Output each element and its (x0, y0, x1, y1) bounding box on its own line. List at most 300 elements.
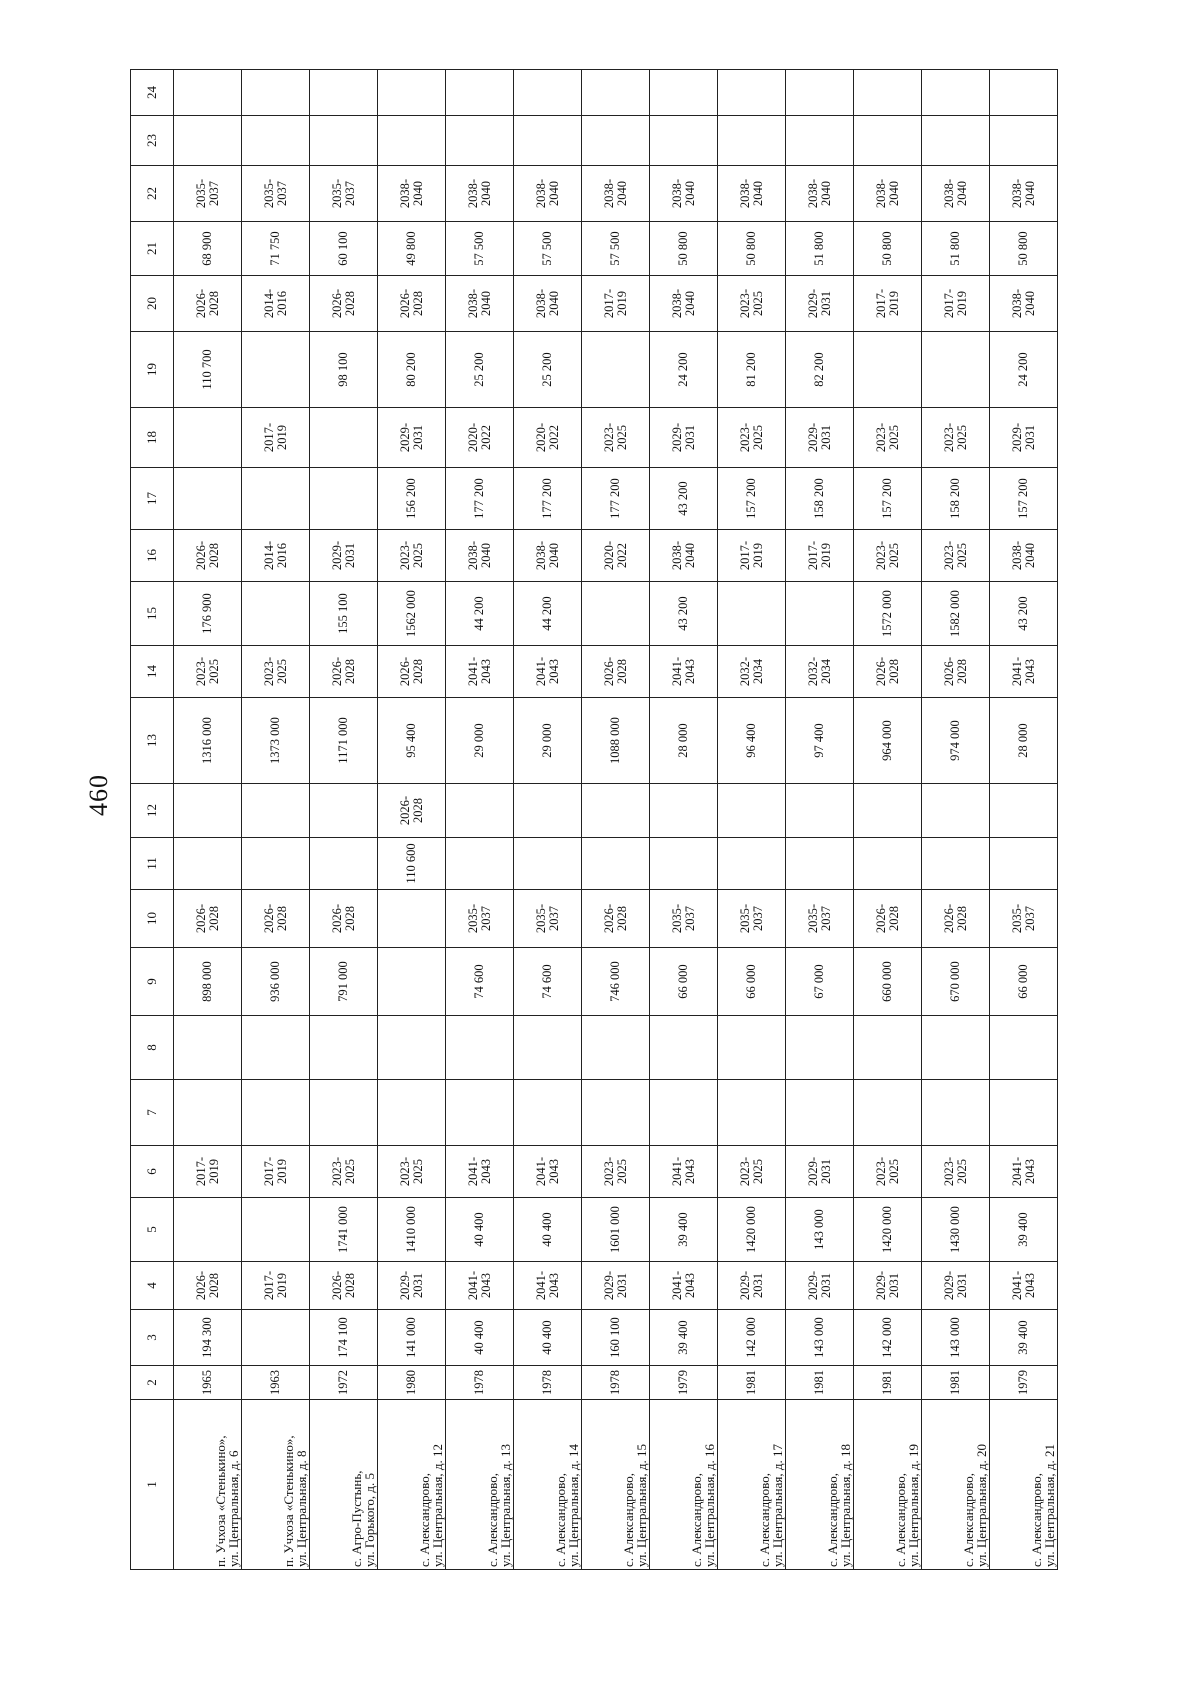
value-cell-col-15 (514, 582, 582, 646)
value-cell-col-22 (242, 166, 310, 222)
table-row (242, 70, 310, 1570)
cell-text: 2023- 2025 (194, 656, 221, 687)
value-cell-col-4 (174, 1262, 242, 1310)
cell-text: 2041- 2043 (670, 1156, 697, 1187)
column-header-23: 23 (131, 116, 174, 166)
column-header-8: 8 (131, 1016, 174, 1080)
cell-text: 24 200 (676, 352, 691, 387)
column-header-3: 3 (131, 1310, 174, 1366)
value-cell-col-11 (854, 838, 922, 890)
cell-text: 2041- 2043 (670, 1270, 697, 1301)
cell-text: 2038- 2040 (874, 178, 901, 209)
value-cell-col-12 (378, 784, 446, 838)
value-cell-col-20 (922, 276, 990, 332)
value-cell-col-6 (310, 1146, 378, 1198)
value-cell-col-5 (718, 1198, 786, 1262)
value-cell-col-10 (786, 890, 854, 948)
cell-text: 39 400 (676, 1212, 691, 1247)
address-text: с. Александрово, ул. Центральная, д. 18 (825, 1444, 853, 1567)
cell-text: 1562 000 (404, 590, 419, 637)
value-cell-col-18 (310, 408, 378, 468)
address-text: п. Учхоза «Стенькино», ул. Центральная, д. 8 (281, 1435, 309, 1567)
value-cell-col-21 (446, 222, 514, 276)
value-cell-col-13 (650, 698, 718, 784)
value-cell-col-20 (242, 276, 310, 332)
value-cell-col-6 (854, 1146, 922, 1198)
cell-text: 2029- 2031 (806, 1270, 833, 1301)
column-header-20: 20 (131, 276, 174, 332)
address-cell (378, 1400, 446, 1570)
cell-text: 176 900 (200, 593, 215, 634)
value-cell-col-6 (582, 1146, 650, 1198)
column-header-21: 21 (131, 222, 174, 276)
address-text: с. Александрово, ул. Центральная, д. 16 (689, 1444, 717, 1567)
cell-text: 1601 000 (608, 1206, 623, 1253)
cell-text: 2035- 2037 (806, 903, 833, 934)
header-row (131, 70, 174, 1570)
cell-text: 2038- 2040 (466, 540, 493, 571)
value-cell-col-19 (446, 332, 514, 408)
cell-text: 68 900 (200, 231, 215, 266)
value-cell-col-10 (310, 890, 378, 948)
cell-text: 2017- 2019 (602, 288, 629, 319)
value-cell-col-9 (990, 948, 1058, 1016)
value-cell-col-19 (990, 332, 1058, 408)
cell-text: 2041- 2043 (534, 1156, 561, 1187)
value-cell-col-2 (378, 1366, 446, 1400)
address-cell (582, 1400, 650, 1570)
value-cell-col-13 (174, 698, 242, 784)
column-header-11: 11 (131, 838, 174, 890)
value-cell-col-14 (514, 646, 582, 698)
value-cell-col-18 (650, 408, 718, 468)
value-cell-col-8 (582, 1016, 650, 1080)
cell-text: 110 600 (404, 843, 419, 884)
cell-text: 2014- 2016 (262, 540, 289, 571)
address-cell (310, 1400, 378, 1570)
cell-text: 43 200 (1016, 596, 1031, 631)
address-cell (514, 1400, 582, 1570)
value-cell-col-17 (650, 468, 718, 530)
cell-text: 2035- 2037 (194, 178, 221, 209)
value-cell-col-11 (582, 838, 650, 890)
value-cell-col-23 (786, 116, 854, 166)
cell-text: 2038- 2040 (806, 178, 833, 209)
value-cell-col-12 (922, 784, 990, 838)
value-cell-col-19 (786, 332, 854, 408)
value-cell-col-22 (582, 166, 650, 222)
table-row (446, 70, 514, 1570)
value-cell-col-8 (786, 1016, 854, 1080)
value-cell-col-7 (446, 1080, 514, 1146)
cell-text: 2023- 2025 (942, 540, 969, 571)
cell-text: 177 200 (608, 478, 623, 519)
value-cell-col-17 (514, 468, 582, 530)
value-cell-col-6 (990, 1146, 1058, 1198)
column-header-18: 18 (131, 408, 174, 468)
value-cell-col-10 (242, 890, 310, 948)
value-cell-col-9 (174, 948, 242, 1016)
value-cell-col-16 (990, 530, 1058, 582)
cell-text: 2029- 2031 (1010, 422, 1037, 453)
value-cell-col-3 (514, 1310, 582, 1366)
cell-text: 40 400 (472, 1320, 487, 1355)
value-cell-col-18 (854, 408, 922, 468)
value-cell-col-9 (378, 948, 446, 1016)
value-cell-col-15 (378, 582, 446, 646)
value-cell-col-12 (854, 784, 922, 838)
value-cell-col-14 (378, 646, 446, 698)
value-cell-col-2 (922, 1366, 990, 1400)
value-cell-col-5 (242, 1198, 310, 1262)
value-cell-col-4 (242, 1262, 310, 1310)
cell-text: 2041- 2043 (1010, 656, 1037, 687)
value-cell-col-5 (174, 1198, 242, 1262)
cell-text: 2038- 2040 (1010, 178, 1037, 209)
cell-text: 2020- 2022 (466, 422, 493, 453)
value-cell-col-5 (650, 1198, 718, 1262)
cell-text: 2038- 2040 (466, 178, 493, 209)
value-cell-col-8 (242, 1016, 310, 1080)
cell-text: 2035- 2037 (1010, 903, 1037, 934)
value-cell-col-11 (990, 838, 1058, 890)
value-cell-col-13 (582, 698, 650, 784)
value-cell-col-10 (514, 890, 582, 948)
cell-text: 2014- 2016 (262, 288, 289, 319)
value-cell-col-16 (378, 530, 446, 582)
cell-text: 898 000 (200, 961, 215, 1002)
value-cell-col-19 (582, 332, 650, 408)
value-cell-col-11 (174, 838, 242, 890)
value-cell-col-23 (582, 116, 650, 166)
value-cell-col-4 (378, 1262, 446, 1310)
value-cell-col-12 (650, 784, 718, 838)
cell-text: 2017- 2019 (806, 540, 833, 571)
cell-text: 66 000 (676, 964, 691, 999)
cell-text: 2041- 2043 (1010, 1156, 1037, 1187)
value-cell-col-18 (514, 408, 582, 468)
column-header-4: 4 (131, 1262, 174, 1310)
value-cell-col-19 (922, 332, 990, 408)
cell-text: 44 200 (540, 596, 555, 631)
cell-text: 1420 000 (744, 1206, 759, 1253)
value-cell-col-11 (922, 838, 990, 890)
value-cell-col-22 (990, 166, 1058, 222)
cell-text: 160 100 (608, 1317, 623, 1358)
value-cell-col-23 (242, 116, 310, 166)
cell-text: 1965 (200, 1370, 215, 1395)
value-cell-col-4 (650, 1262, 718, 1310)
value-cell-col-19 (378, 332, 446, 408)
value-cell-col-12 (514, 784, 582, 838)
cell-text: 2035- 2037 (534, 903, 561, 934)
cell-text: 2035- 2037 (262, 178, 289, 209)
cell-text: 2029- 2031 (942, 1270, 969, 1301)
rotated-table-container (130, 70, 1058, 1570)
address-cell (990, 1400, 1058, 1570)
value-cell-col-6 (174, 1146, 242, 1198)
cell-text: 43 200 (676, 596, 691, 631)
value-cell-col-17 (378, 468, 446, 530)
cell-text: 2041- 2043 (466, 1156, 493, 1187)
column-header-14: 14 (131, 646, 174, 698)
value-cell-col-12 (242, 784, 310, 838)
cell-text: 1088 000 (608, 717, 623, 764)
table-row (174, 70, 242, 1570)
value-cell-col-5 (786, 1198, 854, 1262)
value-cell-col-20 (582, 276, 650, 332)
cell-text: 2029- 2031 (602, 1270, 629, 1301)
capital-repair-schedule-table (130, 69, 1058, 1570)
column-header-2: 2 (131, 1366, 174, 1400)
address-text: с. Агро-Пустынь, ул. Горького, д. 5 (349, 1470, 377, 1567)
value-cell-col-13 (718, 698, 786, 784)
cell-text: 194 300 (200, 1317, 215, 1358)
value-cell-col-7 (514, 1080, 582, 1146)
cell-text: 2041- 2043 (466, 656, 493, 687)
value-cell-col-19 (650, 332, 718, 408)
address-text: с. Александрово, ул. Центральная, д. 21 (1029, 1444, 1057, 1567)
cell-text: 1978 (608, 1370, 623, 1395)
address-cell (854, 1400, 922, 1570)
value-cell-col-7 (378, 1080, 446, 1146)
cell-text: 1981 (948, 1370, 963, 1395)
value-cell-col-3 (786, 1310, 854, 1366)
cell-text: 25 200 (540, 352, 555, 387)
cell-text: 1981 (744, 1370, 759, 1395)
cell-text: 2023- 2025 (738, 288, 765, 319)
value-cell-col-10 (990, 890, 1058, 948)
cell-text: 746 000 (608, 961, 623, 1002)
value-cell-col-24 (310, 70, 378, 116)
cell-text: 2023- 2025 (874, 422, 901, 453)
value-cell-col-19 (310, 332, 378, 408)
cell-text: 2023- 2025 (874, 540, 901, 571)
cell-text: 2017- 2019 (262, 1270, 289, 1301)
table-row (650, 70, 718, 1570)
cell-text: 74 600 (540, 964, 555, 999)
cell-text: 143 000 (812, 1209, 827, 1250)
cell-text: 81 200 (744, 352, 759, 387)
value-cell-col-14 (922, 646, 990, 698)
value-cell-col-22 (650, 166, 718, 222)
value-cell-col-16 (786, 530, 854, 582)
cell-text: 49 800 (404, 231, 419, 266)
value-cell-col-13 (786, 698, 854, 784)
cell-text: 1430 000 (948, 1206, 963, 1253)
value-cell-col-5 (922, 1198, 990, 1262)
table-row (786, 70, 854, 1570)
cell-text: 2026- 2028 (602, 903, 629, 934)
value-cell-col-16 (242, 530, 310, 582)
cell-text: 157 200 (1016, 478, 1031, 519)
value-cell-col-14 (446, 646, 514, 698)
cell-text: 80 200 (404, 352, 419, 387)
column-header-15: 15 (131, 582, 174, 646)
address-cell (922, 1400, 990, 1570)
cell-text: 143 000 (948, 1317, 963, 1358)
cell-text: 51 800 (948, 231, 963, 266)
value-cell-col-2 (446, 1366, 514, 1400)
value-cell-col-15 (446, 582, 514, 646)
cell-text: 2026- 2028 (398, 795, 425, 826)
value-cell-col-9 (242, 948, 310, 1016)
value-cell-col-21 (242, 222, 310, 276)
value-cell-col-7 (922, 1080, 990, 1146)
cell-text: 158 200 (948, 478, 963, 519)
cell-text: 936 000 (268, 961, 283, 1002)
cell-text: 157 200 (744, 478, 759, 519)
cell-text: 2026- 2028 (330, 288, 357, 319)
value-cell-col-20 (514, 276, 582, 332)
value-cell-col-18 (582, 408, 650, 468)
cell-text: 2017- 2019 (262, 422, 289, 453)
cell-text: 1972 (336, 1370, 351, 1395)
value-cell-col-11 (650, 838, 718, 890)
value-cell-col-17 (854, 468, 922, 530)
value-cell-col-9 (854, 948, 922, 1016)
value-cell-col-13 (446, 698, 514, 784)
value-cell-col-15 (174, 582, 242, 646)
column-header-10: 10 (131, 890, 174, 948)
cell-text: 29 000 (472, 723, 487, 758)
value-cell-col-10 (854, 890, 922, 948)
value-cell-col-17 (718, 468, 786, 530)
cell-text: 110 700 (200, 349, 215, 390)
cell-text: 39 400 (676, 1320, 691, 1355)
value-cell-col-16 (582, 530, 650, 582)
value-cell-col-8 (378, 1016, 446, 1080)
value-cell-col-13 (514, 698, 582, 784)
cell-text: 142 000 (744, 1317, 759, 1358)
value-cell-col-5 (514, 1198, 582, 1262)
value-cell-col-23 (174, 116, 242, 166)
value-cell-col-17 (786, 468, 854, 530)
cell-text: 2023- 2025 (602, 1156, 629, 1187)
cell-text: 50 800 (880, 231, 895, 266)
cell-text: 2017- 2019 (738, 540, 765, 571)
cell-text: 28 000 (676, 723, 691, 758)
address-cell (242, 1400, 310, 1570)
cell-text: 1979 (676, 1370, 691, 1395)
value-cell-col-24 (990, 70, 1058, 116)
value-cell-col-12 (582, 784, 650, 838)
cell-text: 2029- 2031 (398, 1270, 425, 1301)
address-cell (650, 1400, 718, 1570)
value-cell-col-3 (650, 1310, 718, 1366)
value-cell-col-23 (446, 116, 514, 166)
cell-text: 2029- 2031 (806, 1156, 833, 1187)
cell-text: 2038- 2040 (670, 288, 697, 319)
cell-text: 95 400 (404, 723, 419, 758)
cell-text: 1978 (540, 1370, 555, 1395)
value-cell-col-13 (922, 698, 990, 784)
value-cell-col-7 (650, 1080, 718, 1146)
value-cell-col-23 (854, 116, 922, 166)
value-cell-col-21 (514, 222, 582, 276)
value-cell-col-18 (378, 408, 446, 468)
cell-text: 2029- 2031 (670, 422, 697, 453)
value-cell-col-12 (718, 784, 786, 838)
cell-text: 28 000 (1016, 723, 1031, 758)
cell-text: 2026- 2028 (330, 1270, 357, 1301)
value-cell-col-10 (174, 890, 242, 948)
value-cell-col-7 (854, 1080, 922, 1146)
cell-text: 29 000 (540, 723, 555, 758)
value-cell-col-22 (854, 166, 922, 222)
cell-text: 2026- 2028 (942, 656, 969, 687)
value-cell-col-23 (378, 116, 446, 166)
value-cell-col-18 (242, 408, 310, 468)
value-cell-col-2 (786, 1366, 854, 1400)
value-cell-col-5 (446, 1198, 514, 1262)
value-cell-col-18 (718, 408, 786, 468)
value-cell-col-9 (446, 948, 514, 1016)
cell-text: 2035- 2037 (466, 903, 493, 934)
cell-text: 155 100 (336, 593, 351, 634)
value-cell-col-21 (854, 222, 922, 276)
value-cell-col-14 (242, 646, 310, 698)
value-cell-col-2 (650, 1366, 718, 1400)
value-cell-col-22 (378, 166, 446, 222)
cell-text: 1979 (1016, 1370, 1031, 1395)
value-cell-col-16 (446, 530, 514, 582)
value-cell-col-9 (514, 948, 582, 1016)
column-header-6: 6 (131, 1146, 174, 1198)
value-cell-col-23 (990, 116, 1058, 166)
address-text: с. Александрово, ул. Центральная, д. 12 (417, 1444, 445, 1567)
table-row (310, 70, 378, 1570)
cell-text: 2023- 2025 (738, 1156, 765, 1187)
value-cell-col-5 (990, 1198, 1058, 1262)
value-cell-col-4 (514, 1262, 582, 1310)
cell-text: 2026- 2028 (194, 540, 221, 571)
value-cell-col-15 (310, 582, 378, 646)
cell-text: 1316 000 (200, 717, 215, 764)
value-cell-col-13 (990, 698, 1058, 784)
cell-text: 2017- 2019 (942, 288, 969, 319)
value-cell-col-21 (786, 222, 854, 276)
value-cell-col-9 (310, 948, 378, 1016)
value-cell-col-11 (786, 838, 854, 890)
cell-text: 1373 000 (268, 717, 283, 764)
value-cell-col-16 (310, 530, 378, 582)
value-cell-col-12 (446, 784, 514, 838)
value-cell-col-21 (922, 222, 990, 276)
value-cell-col-24 (786, 70, 854, 116)
cell-text: 2026- 2028 (942, 903, 969, 934)
value-cell-col-24 (922, 70, 990, 116)
value-cell-col-21 (990, 222, 1058, 276)
value-cell-col-6 (650, 1146, 718, 1198)
value-cell-col-21 (378, 222, 446, 276)
value-cell-col-20 (174, 276, 242, 332)
cell-text: 39 400 (1016, 1320, 1031, 1355)
cell-text: 51 800 (812, 231, 827, 266)
value-cell-col-17 (582, 468, 650, 530)
value-cell-col-21 (718, 222, 786, 276)
value-cell-col-21 (310, 222, 378, 276)
value-cell-col-15 (650, 582, 718, 646)
value-cell-col-24 (446, 70, 514, 116)
value-cell-col-17 (446, 468, 514, 530)
value-cell-col-5 (378, 1198, 446, 1262)
value-cell-col-16 (854, 530, 922, 582)
value-cell-col-22 (786, 166, 854, 222)
cell-text: 66 000 (744, 964, 759, 999)
value-cell-col-21 (650, 222, 718, 276)
column-header-17: 17 (131, 468, 174, 530)
